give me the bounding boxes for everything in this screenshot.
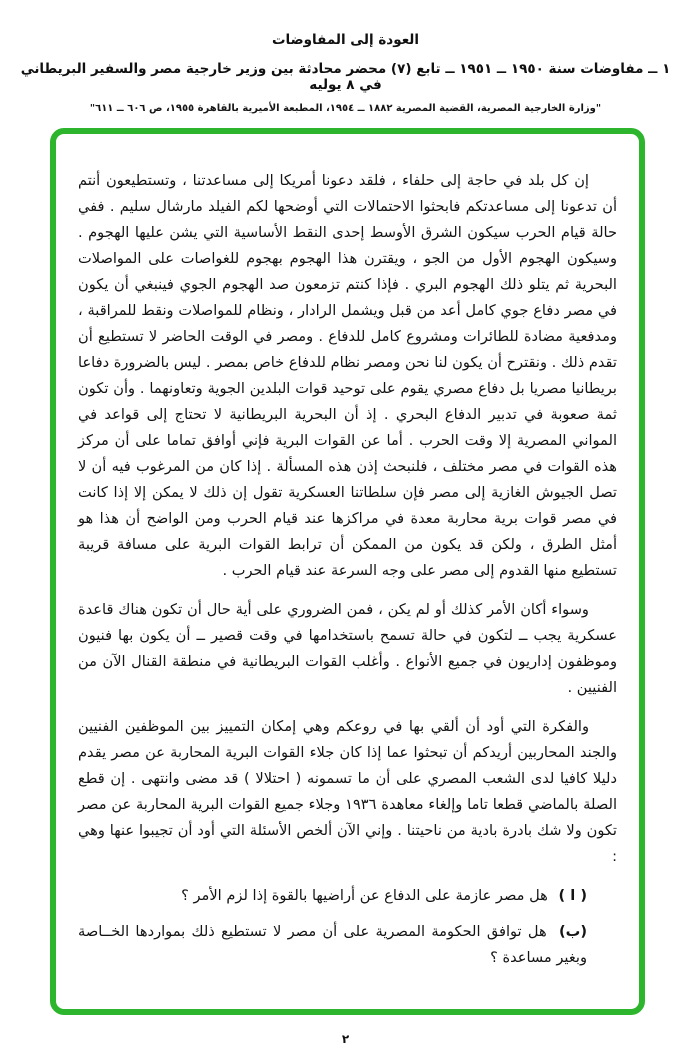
document-body <box>78 168 617 971</box>
highlight-border-box <box>50 128 645 1015</box>
paragraph: إن كل بلد في حاجة إلى حلفاء ، فلقد دعونا أمريكا إلى مساعدتنا ، وتستطيعون أنتم أن تدعونا إلى مساعدتكم فابحثوا الاحتمالات التي أوضحها لكم الفيلد مارشال سليم . ففي حالة قيام الحرب سيكون الشرق الأوسط إحدى النقط الأساسية التي يشن عليها الهجوم . وسيكون الهجوم الأول من الجو ، ويقترن هذا الهجوم بهجوم للغواصات على المواصلات البحرية ثم يتلو ذلك الهجوم البري . فإذا كنتم تزمعون صد الهجوم الجوي فينبغي أن يكون في مصر دفاع جوي كامل أعد من قبل ويشمل الرادار ، ونظام للمواصلات ونقط للمراقبة ، ومدفعية مضادة للطائرات ومشروع كامل للدفاع . ومصر في الوقت الحاضر لا تستطيع أن تقدم ذلك . ونقترح أن يكون لنا نحن ومصر نظام للدفاع خاص بمصر . ليس بالضرورة دفاعا بريطانيا مصريا بل دفاع مصري يقوم على توحيد قوات البلدين الجوية وتعاونهما . وأن تكون ثمة صعوبة في تدبير الدفاع البحري . إذ أن البحرية البريطانية لا تحتاج إلى قواعد في المواني المصرية إلا وقت الحرب . أما عن القوات البرية فإني أوافق تماما على أن مركز هذه القوات في مصر مختلف ، فلنبحث إذن هذه المسألة . إذا كان من المرغوب فيه أن لا تصل الجيوش الغازية إلى مصر فإن سلطاتنا العسكرية تقول إن ذلك لا يمكن إلا إذا كانت في مصر قوات برية محاربة معدة في مراكزها عند قيام الحرب ومن الواضح أن هذا هو أمثل الطرق ، ولكن قد يكون من الممكن أن ترابط القوات البرية على مسافة قريبة تستطيع منها القدوم إلى مصر على وجه السرعة عند قيام الحرب . <box>78 172 617 579</box>
page-number: ٢ <box>341 1032 350 1046</box>
question-text: هل توافق الحكومة المصرية على أن مصر لا تستطيع ذلك بمواردها الخــاصة وبغير مساعدة ؟ <box>78 923 587 966</box>
question-item-b <box>78 919 587 971</box>
paragraph: والفكرة التي أود أن ألقي بها في روعكم وهي إمكان التمييز بين الموظفين الفنيين والجند المحاربين أريدكم أن تبحثوا عما إذا كان جلاء القوات البرية المحاربة عن مصر يقدم دليلا كافيا لدى الشعب المصري على أن ما تسمونه ( احتلالا ) قد مضى وانتهى . إن قطع الصلة بالماضي قطعا تاما وإلغاء معاهدة ١٩٣٦ وجلاء جميع القوات البرية المحاربة عن مصر تكون ولا شك بادرة بادية من ناحيتنا . وإني الآن ألخص الأسئلة التي أود أن تجيبوا عنها وهي : <box>78 718 617 865</box>
source-citation: "وزارة الخارجية المصرية، القضية المصرية ١٨٨٢ ــ ١٩٥٤، المطبعة الأميرية بالقاهرة ١٩٥٥، ص ٦٠٦ ــ ٦١١" <box>89 103 602 114</box>
question-item-a <box>78 883 587 909</box>
question-text: هل مصر عازمة على الدفاع عن أراضيها بالقوة إذا لزم الأمر ؟ <box>181 887 548 904</box>
paragraph: وسواء أكان الأمر كذلك أو لم يكن ، فمن الضروري على أية حال أن تكون هناك قاعدة عسكرية يجب ــ لتكون في حالة تسمح باستخدامها في وقت قصير ــ أن يكون بها فنيون وموظفون إداريون في جميع الأنواع . وأغلب القوات البريطانية في منطقة القنال الآن من الفنيين . <box>78 601 617 696</box>
document-header <box>0 0 691 114</box>
page-title: العودة إلى المفاوضات <box>271 32 420 48</box>
question-marker: ( ا ) <box>558 887 587 904</box>
question-marker: (ب) <box>559 923 588 940</box>
questions-list <box>78 883 587 971</box>
document-heading-line: ١ ــ مفاوضات سنة ١٩٥٠ ــ ١٩٥١ ــ تابع (٧) محضر محادثة بين وزير خارجية مصر والسفير البريطاني في ٨ يوليه <box>20 61 671 93</box>
